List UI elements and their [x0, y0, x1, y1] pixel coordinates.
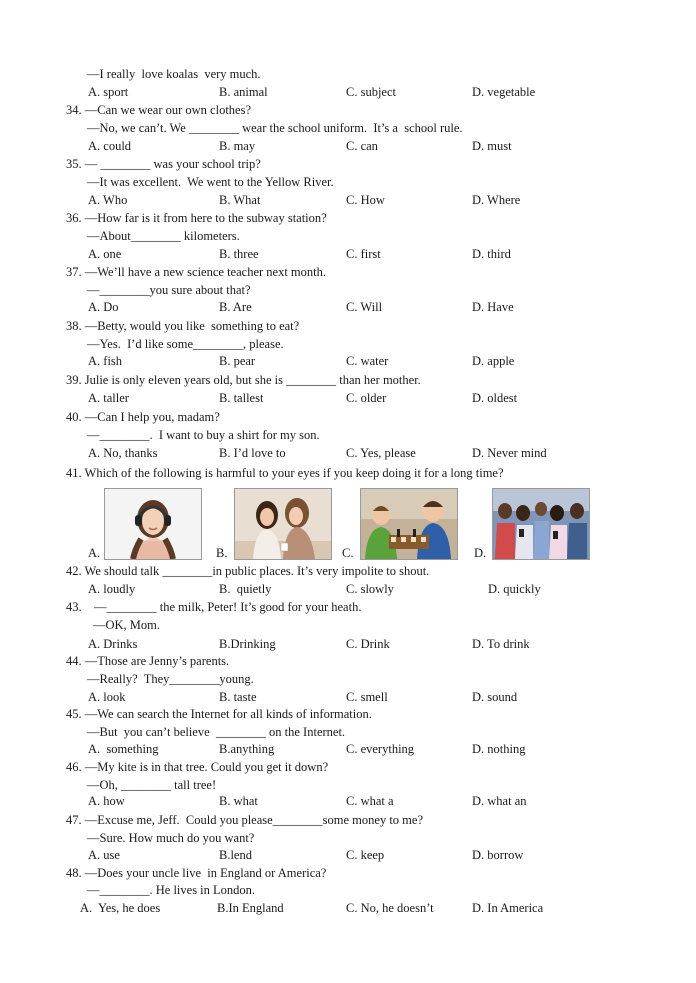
option-a: A. — [88, 546, 101, 560]
option-d: D. third — [472, 247, 511, 261]
option-c: C. can — [346, 139, 378, 153]
option-d: D. what an — [472, 794, 527, 808]
option-d: D. In America — [472, 901, 544, 915]
question-stem: 46. —My kite is in that tree. Could you get it down? — [66, 760, 329, 774]
option-a: A. loudly — [88, 582, 136, 596]
option-d: D. vegetable — [472, 85, 536, 99]
option-a: A. Do — [88, 300, 119, 314]
option-d: D. To drink — [472, 637, 530, 651]
option-a: A. look — [88, 690, 126, 704]
question-line: —________you sure about that? — [87, 283, 251, 297]
question-line: —Really? They________young. — [87, 672, 254, 686]
question-stem: 45. —We can search the Internet for all kinds of information. — [66, 707, 372, 721]
photo-two-girls-chatting — [234, 488, 332, 560]
question-stem: 40. —Can I help you, madam? — [66, 410, 220, 424]
option-c: C. everything — [346, 742, 415, 756]
option-b: B. taste — [219, 690, 257, 704]
question-line: —Oh, ________ tall tree! — [87, 778, 217, 792]
option-c: C. No, he doesn’t — [346, 901, 434, 915]
question-stem: 34. —Can we wear our own clothes? — [66, 103, 252, 117]
option-d: D. — [474, 546, 487, 560]
option-b: B. Are — [219, 300, 252, 314]
option-b: B. I’d love to — [219, 446, 286, 460]
option-b: B. animal — [219, 85, 268, 99]
option-a: A. Drinks — [88, 637, 138, 651]
question-line: —OK, Mom. — [93, 618, 161, 632]
photo-boys-playing-chess — [360, 488, 458, 560]
option-b: B. three — [219, 247, 259, 261]
question-stem: 36. —How far is it from here to the subway station? — [66, 211, 327, 225]
option-a: A. how — [88, 794, 125, 808]
question-line: —But you can’t believe ________ on the Internet. — [87, 725, 346, 739]
question-line: —About________ kilometers. — [87, 229, 240, 243]
question-stem: 38. —Betty, would you like something to eat? — [66, 319, 300, 333]
question-line: —No, we can’t. We ________ wear the school uniform. It’s a school rule. — [87, 121, 463, 135]
option-a: A. one — [88, 247, 122, 261]
option-b: B. tallest — [219, 391, 264, 405]
question-line: —I really love koalas very much. — [87, 67, 261, 81]
option-c: C. How — [346, 193, 385, 207]
option-b: B. — [216, 546, 228, 560]
photo-girl-with-headphones — [104, 488, 202, 560]
question-line: —________. I want to buy a shirt for my son. — [87, 428, 320, 442]
option-c: C. — [342, 546, 354, 560]
question-line: —Sure. How much do you want? — [87, 831, 255, 845]
option-a: A. sport — [88, 85, 129, 99]
option-a: A. Who — [88, 193, 128, 207]
option-b: B.Drinking — [219, 637, 276, 651]
option-b: B. may — [219, 139, 256, 153]
option-d: D. oldest — [472, 391, 518, 405]
question-stem: 39. Julie is only eleven years old, but she is ________ than her mother. — [66, 373, 421, 387]
option-d: D. Have — [472, 300, 514, 314]
option-a: A. could — [88, 139, 132, 153]
option-a: A. use — [88, 848, 120, 862]
option-c: C. slowly — [346, 582, 394, 596]
option-c: C. smell — [346, 690, 388, 704]
option-c: C. older — [346, 391, 387, 405]
question-stem: 44. —Those are Jenny’s parents. — [66, 654, 230, 668]
option-b: B. what — [219, 794, 258, 808]
option-b: B. pear — [219, 354, 256, 368]
option-c: C. water — [346, 354, 389, 368]
option-d: D. Where — [472, 193, 521, 207]
option-a: A. No, thanks — [88, 446, 158, 460]
question-line: —________. He lives in London. — [87, 883, 256, 897]
option-b: B.anything — [219, 742, 275, 756]
question-stem: 37. —We’ll have a new science teacher next month. — [66, 265, 326, 279]
option-a: A. Yes, he does — [80, 901, 161, 915]
question-stem: 48. —Does your uncle live in England or America? — [66, 866, 327, 880]
option-d: D. sound — [472, 690, 518, 704]
question-stem: 42. We should talk ________in public places. It’s very impolite to shout. — [66, 564, 430, 578]
option-d: D. apple — [472, 354, 515, 368]
option-b: B.In England — [217, 901, 284, 915]
option-a: A. taller — [88, 391, 129, 405]
option-d: D. quickly — [488, 582, 541, 596]
question-stem: 41. Which of the following is harmful to your eyes if you keep doing it for a long time? — [66, 466, 504, 480]
option-c: C. what a — [346, 794, 394, 808]
option-b: B. quietly — [219, 582, 272, 596]
option-a: A. something — [88, 742, 159, 756]
option-a: A. fish — [88, 354, 123, 368]
option-d: D. nothing — [472, 742, 526, 756]
option-c: C. Yes, please — [346, 446, 416, 460]
question-stem: 47. —Excuse me, Jeff. Could you please________some money to me? — [66, 813, 423, 827]
option-c: C. Drink — [346, 637, 390, 651]
option-c: C. subject — [346, 85, 396, 99]
option-c: C. Will — [346, 300, 383, 314]
option-c: C. keep — [346, 848, 385, 862]
option-d: D. borrow — [472, 848, 524, 862]
option-b: B. What — [219, 193, 261, 207]
question-line: —Yes. I’d like some________, please. — [87, 337, 284, 351]
option-c: C. first — [346, 247, 381, 261]
option-b: B.lend — [219, 848, 252, 862]
option-d: D. Never mind — [472, 446, 547, 460]
question-stem: 43. —________ the milk, Peter! It’s good for your heath. — [66, 600, 362, 614]
question-line: —It was excellent. We went to the Yellow River. — [87, 175, 334, 189]
option-d: D. must — [472, 139, 512, 153]
photo-teens-using-phones — [492, 488, 590, 560]
question-stem: 35. — ________ was your school trip? — [66, 157, 261, 171]
